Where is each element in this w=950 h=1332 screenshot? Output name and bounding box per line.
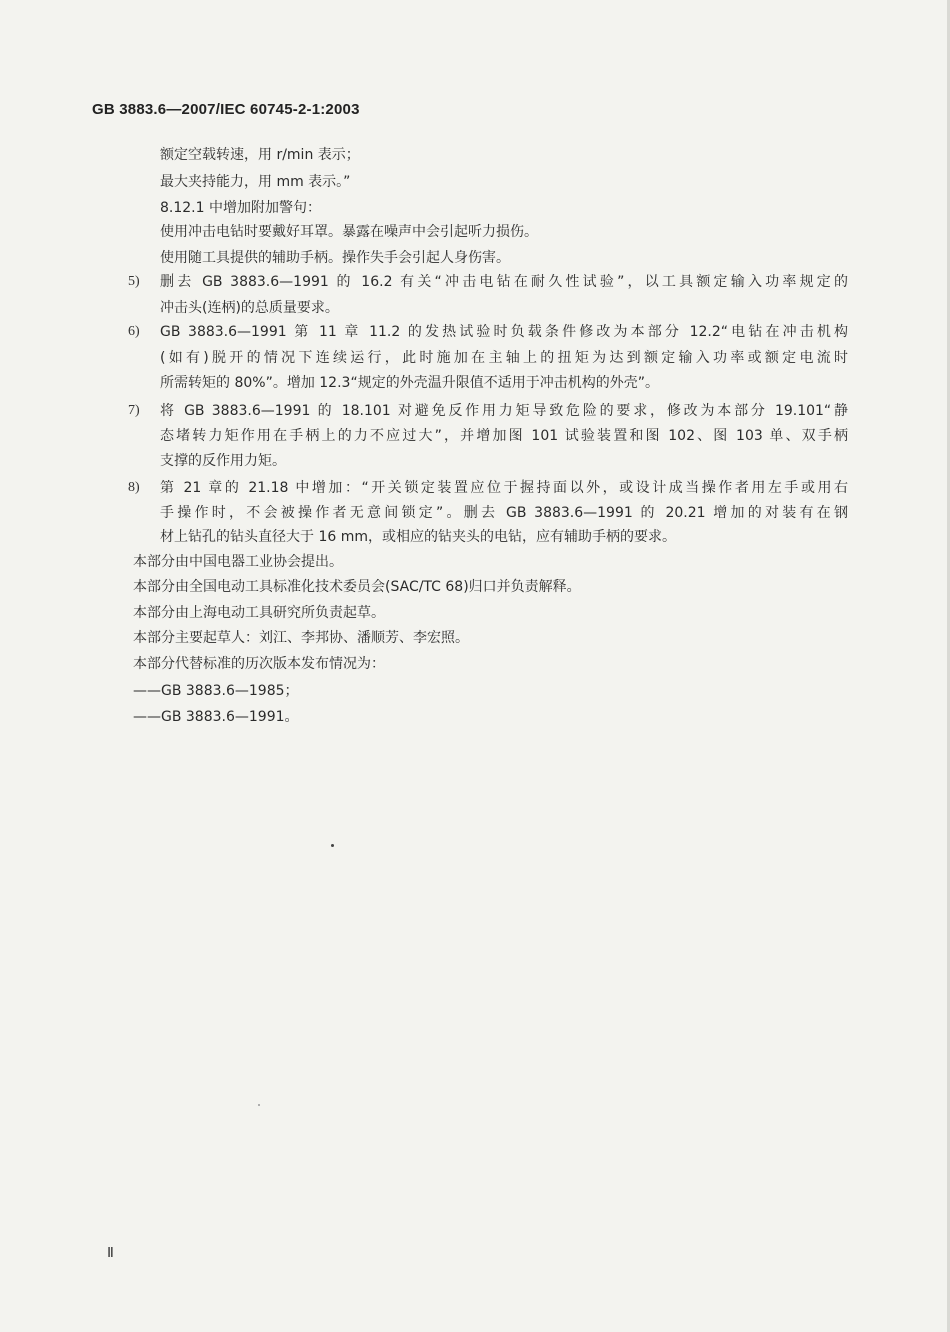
statement-drafters: 本部分主要起草人：刘江、李邦协、潘顺芳、李宏照。 xyxy=(133,630,469,646)
page-number: Ⅱ xyxy=(107,1246,114,1261)
statement-committee: 本部分由全国电动工具标准化技术委员会(SAC/TC 68)归口并负责解释。 xyxy=(133,579,581,595)
text-line: 使用冲击电钻时要戴好耳罩。暴露在噪声中会引起听力损伤。 xyxy=(160,224,538,240)
item-line: 将 GB 3883.6—1991 的 18.101 对避免反作用力矩导致危险的要求，修改为本部分 19.101“静 xyxy=(160,403,848,419)
item-line: 支撑的反作用力矩。 xyxy=(160,453,286,469)
scan-speck xyxy=(258,1104,260,1106)
item-line: 材上钻孔的钻头直径大于 16 mm，或相应的钻夹头的电钻，应有辅助手柄的要求。 xyxy=(160,529,676,545)
item-number: 6) xyxy=(128,324,140,339)
item-line: (如有)脱开的情况下连续运行，此时施加在主轴上的扭矩为达到额定输入功率或额定电流时 xyxy=(160,350,848,366)
standard-code-header: GB 3883.6—2007/IEC 60745-2-1:2003 xyxy=(92,101,360,118)
text-line: 额定空载转速，用 r/min 表示； xyxy=(160,147,360,163)
item-line: 删去 GB 3883.6—1991 的 16.2 有关“冲击电钻在耐久性试验”，以工具额定输入功率规定的 xyxy=(160,274,848,290)
text-line: 使用随工具提供的辅助手柄。操作失手会引起人身伤害。 xyxy=(160,250,510,266)
item-line: 冲击头(连柄)的总质量要求。 xyxy=(160,300,339,316)
text-line: 最大夹持能力，用 mm 表示。” xyxy=(160,174,351,190)
statement-proposer: 本部分由中国电器工业协会提出。 xyxy=(133,554,343,570)
item-line: 第 21 章的 21.18 中增加：“开关锁定装置应位于握持面以外，或设计成当操作者用左手或用右 xyxy=(160,480,848,496)
statement-history: 本部分代替标准的历次版本发布情况为： xyxy=(133,656,385,672)
item-number: 7) xyxy=(128,403,140,418)
statement-drafting-org: 本部分由上海电动工具研究所负责起草。 xyxy=(133,605,385,621)
item-line: 态堵转力矩作用在手柄上的力不应过大”，并增加图 101 试验装置和图 102、图 103 单、双手柄 xyxy=(160,428,848,444)
scan-speck xyxy=(331,844,334,847)
history-version-1991: ——GB 3883.6—1991。 xyxy=(133,709,299,725)
history-version-1985: ——GB 3883.6—1985； xyxy=(133,683,299,699)
item-number: 5) xyxy=(128,274,140,289)
text-line: 8.12.1 中增加附加警句： xyxy=(160,200,321,216)
item-line: 手操作时，不会被操作者无意间锁定”。删去 GB 3883.6—1991 的 20.21 增加的对装有在钢 xyxy=(160,505,848,521)
item-line: GB 3883.6—1991 第 11 章 11.2 的发热试验时负载条件修改为本部分 12.2“电钻在冲击机构 xyxy=(160,324,848,340)
item-line: 所需转矩的 80%”。增加 12.3“规定的外壳温升限值不适用于冲击机构的外壳”。 xyxy=(160,375,659,391)
item-number: 8) xyxy=(128,480,140,495)
